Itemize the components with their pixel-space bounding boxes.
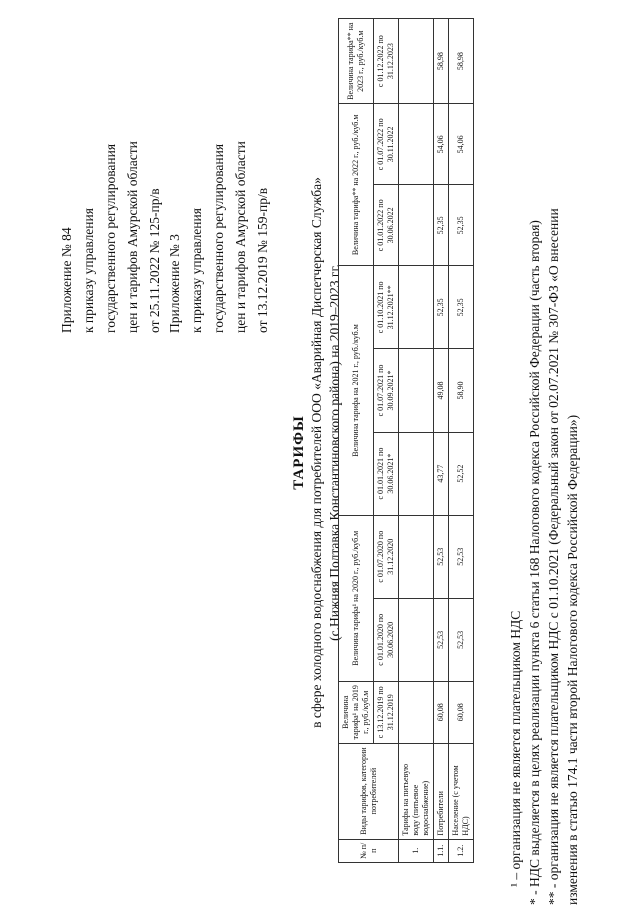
footnote-vat-3-cont: изменения в статью 174.1 части второй Налогового кодекса Российской Федерации») <box>565 414 580 905</box>
period-cell: с 01.07.2021 по 30.09.2021* <box>374 349 399 432</box>
table-period-row <box>374 19 399 863</box>
footnote-vat-2: * - НДС выделяется в целях реализации пункта 6 статьи 168 Налогового кодекса Российской Федерации (часть вторая) <box>527 220 542 905</box>
value-cell <box>399 681 434 743</box>
row-name: Потребители <box>434 743 449 839</box>
value-cell <box>399 266 434 349</box>
header-kinds: Виды тарифов, категории потребителей <box>339 743 399 839</box>
value-cell: 52,53 <box>449 598 474 681</box>
value-cell: 52,53 <box>434 515 449 598</box>
title-main: ТАРИФЫ <box>291 415 307 490</box>
period-cell: с 01.07.2020 по 31.12.2020 <box>374 515 399 598</box>
value-cell: 60,08 <box>449 681 474 743</box>
header-2022: Величина тарифа** на 2022 г., руб./куб.м <box>339 104 374 266</box>
period-cell: с 01.01.2022 по 30.06.2022 <box>374 185 399 266</box>
value-cell: 58,90 <box>449 349 474 432</box>
value-cell: 58,98 <box>434 19 449 104</box>
value-cell <box>399 349 434 432</box>
title-subtitle-location: (с.Нижняя Полтавка Константиновского района) на 2019–2023 гг. <box>327 264 342 641</box>
value-cell <box>399 598 434 681</box>
table-row <box>399 19 434 863</box>
footnote-vat-1: ¹ – организация не является плательщиком НДС <box>508 610 523 887</box>
value-cell: 52,53 <box>434 598 449 681</box>
appendix-line: государственного регулирования <box>211 143 226 333</box>
title-subtitle: в сфере холодного водоснабжения для потребителей ООО «Аварийная Диспетчерская Служба» <box>309 177 324 728</box>
row-num: 1.1. <box>434 839 449 862</box>
value-cell: 54,06 <box>434 104 449 185</box>
period-cell: с 13.12.2019 по 31.12.2019 <box>374 681 399 743</box>
period-cell: с 01.12.2022 по 31.12.2023 <box>374 19 399 104</box>
value-cell <box>399 104 434 185</box>
period-cell: с 01.07.2022 по 30.11.2022 <box>374 104 399 185</box>
value-cell: 52,35 <box>434 266 449 349</box>
value-cell: 52,52 <box>449 432 474 515</box>
header-num: № п/п <box>339 839 399 862</box>
period-cell: с 01.10.2021 по 31.12.2021** <box>374 266 399 349</box>
appendix-line: Приложение № 84 <box>59 227 74 333</box>
footnotes <box>506 0 582 905</box>
header-2023: Величина тарифа** на 2023 г., руб./куб.м <box>339 19 374 104</box>
value-cell: 60,08 <box>434 681 449 743</box>
value-cell <box>399 185 434 266</box>
table-header-row <box>339 19 374 863</box>
value-cell <box>399 432 434 515</box>
table-row <box>449 19 474 863</box>
tariffs-table <box>338 18 474 863</box>
appendix-line: к приказу управления <box>81 208 96 333</box>
appendix-line: цен и тарифов Амурской области <box>233 141 248 333</box>
header-2019: Величина тарифа¹ на 2019 г., руб./куб.м <box>339 681 374 743</box>
appendix-line: Приложение № 3 <box>167 234 182 333</box>
value-cell: 52,53 <box>449 515 474 598</box>
value-cell: 58,98 <box>449 19 474 104</box>
row-name: Население (с учетом НДС) <box>449 743 474 839</box>
table-row <box>434 19 449 863</box>
appendix-line: от 13.12.2019 № 159-пр/в <box>255 187 270 333</box>
appendix-line: государственного регулирования <box>103 143 118 333</box>
footnote-vat-3: ** - организация не является плательщиком НДС с 01.10.2021 (Федеральный закон от 02.07.2021 № 307-ФЗ «О внесении <box>546 208 561 905</box>
period-cell: с 01.01.2020 по 30.06.2020 <box>374 598 399 681</box>
appendix-3-block <box>164 141 274 333</box>
row-num: 1.2. <box>449 839 474 862</box>
appendix-line: от 25.11.2022 № 125-пр/в <box>147 188 162 333</box>
value-cell: 52,35 <box>449 185 474 266</box>
value-cell: 49,08 <box>434 349 449 432</box>
appendix-line: цен и тарифов Амурской области <box>125 141 140 333</box>
value-cell <box>399 19 434 104</box>
header-2020: Величина тарифа¹ на 2020 г., руб./куб.м <box>339 515 374 681</box>
row-num: 1. <box>399 839 434 862</box>
value-cell <box>399 515 434 598</box>
appendix-84-block <box>56 141 166 333</box>
period-cell: с 01.01.2021 по 30.06.2021* <box>374 432 399 515</box>
appendix-line: к приказу управления <box>189 208 204 333</box>
value-cell: 54,06 <box>449 104 474 185</box>
row-name: Тарифы на питьевую воду (питьевое водоснабжение) <box>399 743 434 839</box>
value-cell: 52,35 <box>449 266 474 349</box>
document-title <box>290 0 344 905</box>
value-cell: 52,35 <box>434 185 449 266</box>
value-cell: 43,77 <box>434 432 449 515</box>
header-2021: Величина тарифа на 2021 г., руб./куб.м <box>339 266 374 515</box>
